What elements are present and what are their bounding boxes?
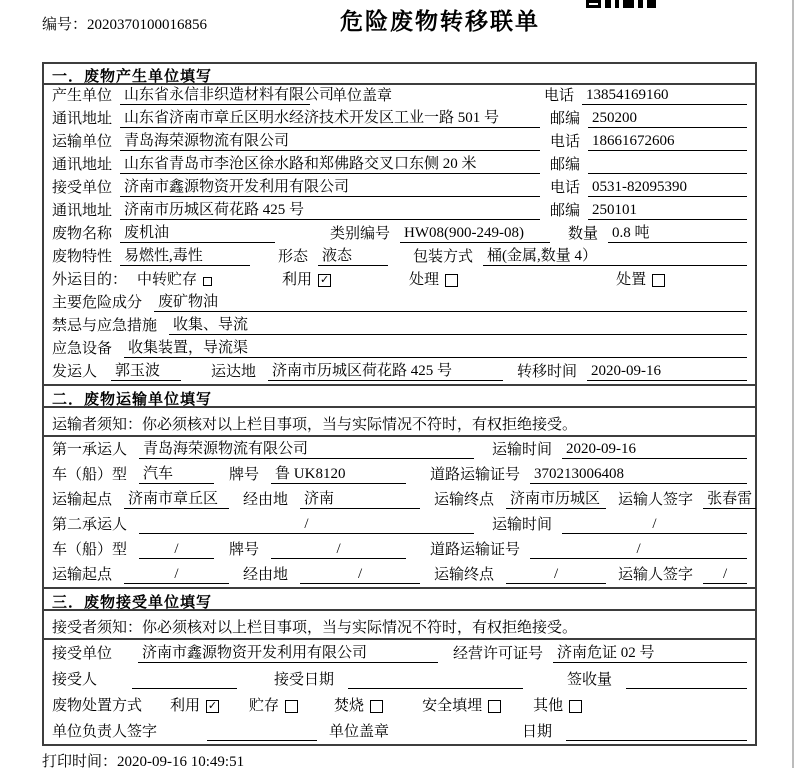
- manifest-form-table: [42, 62, 757, 746]
- field-label: 处理: [409, 272, 440, 288]
- field-value: 2020-09-16: [587, 363, 747, 381]
- field-value: 收集、导流: [169, 313, 747, 335]
- form-row: [44, 200, 755, 223]
- field-value: /: [530, 541, 747, 559]
- field-value: 青岛海荣源物流有限公司: [120, 129, 540, 151]
- field-value: 山东省永信非织造材料有限公司: [120, 83, 310, 105]
- form-row: [44, 462, 755, 487]
- form-row: [44, 292, 755, 315]
- field-label: 运输终点: [434, 567, 495, 583]
- field-label: 通讯地址: [52, 111, 113, 127]
- field-value: /: [562, 516, 747, 534]
- field-value: 济南市章丘区: [124, 487, 229, 509]
- form-row: [44, 177, 755, 200]
- form-row: [44, 269, 755, 292]
- field-label: 运输人签字: [618, 492, 694, 508]
- field-value: [588, 156, 747, 174]
- field-label: 形态: [278, 249, 309, 265]
- qr-block: [586, 0, 601, 8]
- field-label: 日期: [522, 724, 553, 740]
- field-value: /: [139, 516, 474, 534]
- serial-number: 2020370100016856: [87, 17, 208, 33]
- field-label: 利用: [170, 698, 201, 714]
- form-row: [44, 537, 755, 562]
- section-notice: 接受者须知：你必须核对以上栏目事项，当与实际情况不符时，有权拒绝接受。: [44, 611, 755, 640]
- form-row: [44, 361, 755, 384]
- field-value: 鲁 UK8120: [271, 462, 406, 484]
- field-value: HW08(900-249-08): [400, 225, 550, 243]
- qr-block: [605, 0, 611, 8]
- field-value: 张春雷: [703, 487, 756, 509]
- field-label: 单位盖章: [332, 88, 393, 104]
- field-value: 郭玉波: [111, 359, 181, 381]
- field-value: 济南市鑫源物资开发利用有限公司: [120, 175, 540, 197]
- page-edge-divider: [792, 0, 794, 768]
- field-label: 安全填埋: [422, 698, 483, 714]
- form-row: [44, 223, 755, 246]
- field-value: [207, 723, 317, 741]
- field-value: 370213006408: [530, 466, 747, 484]
- field-label: 单位盖章: [329, 724, 390, 740]
- section-notice: 运输者须知：你必须核对以上栏目事项，当与实际情况不符时，有权拒绝接受。: [44, 408, 755, 437]
- field-label: 数量: [568, 226, 599, 242]
- field-label: 废物名称: [52, 226, 113, 242]
- field-value: [566, 723, 747, 741]
- field-label: 车（船）型: [52, 542, 128, 558]
- form-row: [44, 562, 755, 587]
- field-value: 青岛海荣源物流有限公司: [139, 437, 474, 459]
- checkbox-checked-icon: ✓: [319, 273, 330, 286]
- field-label: 邮编: [550, 111, 581, 127]
- field-label: 处置: [616, 272, 647, 288]
- form-row: [44, 131, 755, 154]
- field-label: 运输时间: [492, 517, 553, 533]
- field-value: 易燃性,毒性: [120, 244, 250, 266]
- field-value: /: [139, 541, 214, 559]
- field-label: 第二承运人: [52, 517, 128, 533]
- field-value: [626, 671, 747, 689]
- field-value: /: [271, 541, 406, 559]
- field-label: 其他: [533, 698, 564, 714]
- field-label: 电话: [544, 88, 575, 104]
- field-value: 250101: [588, 202, 747, 220]
- field-value: 济南: [300, 487, 420, 509]
- field-value: 山东省青岛市李沧区徐水路和郑佛路交叉口东侧 20 米: [120, 152, 540, 174]
- field-value: 济南市鑫源物资开发利用有限公司: [138, 641, 438, 663]
- qr-block: [638, 0, 643, 8]
- field-value: 济南市历城区荷花路 425 号: [120, 198, 540, 220]
- form-row: [44, 487, 755, 512]
- field-label: 禁忌与应急措施: [52, 318, 158, 334]
- field-label: 运输时间: [492, 442, 553, 458]
- field-label: 邮编: [550, 157, 581, 173]
- field-label: 签收量: [567, 672, 613, 688]
- print-time-label: 打印时间：: [42, 754, 118, 770]
- section-heading: 二．废物运输单位填写: [44, 384, 755, 408]
- field-label: 运输起点: [52, 492, 113, 508]
- checkbox-icon: [569, 700, 582, 713]
- field-label: 主要危险成分: [52, 295, 143, 311]
- form-row: [44, 85, 755, 108]
- field-value: /: [300, 566, 420, 584]
- print-time-value: 2020-09-16 10:49:51: [117, 754, 245, 770]
- checkbox-icon: [652, 274, 665, 287]
- field-label: 外运目的：: [52, 272, 128, 288]
- field-label: 车（船）型: [52, 467, 128, 483]
- form-row: [44, 718, 755, 744]
- field-label: 经营许可证号: [453, 646, 544, 662]
- field-value: [348, 671, 523, 689]
- field-value: 收集装置，导流渠: [124, 336, 747, 358]
- field-label: 利用: [282, 272, 313, 288]
- field-value: [132, 671, 237, 689]
- field-label: 通讯地址: [52, 203, 113, 219]
- field-label: 第一承运人: [52, 442, 128, 458]
- field-label: 经由地: [243, 492, 289, 508]
- field-label: 焚烧: [334, 698, 365, 714]
- field-label: 电话: [550, 180, 581, 196]
- field-value: /: [506, 566, 606, 584]
- field-label: 废物处置方式: [52, 698, 143, 714]
- form-row: [44, 692, 755, 718]
- field-label: 道路运输证号: [430, 467, 521, 483]
- form-row: [44, 246, 755, 269]
- form-row: [44, 154, 755, 177]
- qr-block: [623, 0, 634, 8]
- field-label: 贮存: [249, 698, 280, 714]
- checkbox-icon: [445, 274, 458, 287]
- field-label: 应急设备: [52, 341, 113, 357]
- field-value: 废矿物油: [154, 290, 747, 312]
- qr-block: [615, 0, 619, 8]
- form-row: [44, 437, 755, 462]
- field-label: 运输终点: [434, 492, 495, 508]
- field-label: 接受单位: [52, 646, 113, 662]
- field-label: 中转贮存: [137, 272, 198, 288]
- form-row: [44, 666, 755, 692]
- field-value: /: [124, 566, 229, 584]
- field-label: 通讯地址: [52, 157, 113, 173]
- field-label: 接受日期: [274, 672, 335, 688]
- field-label: 包装方式: [413, 249, 474, 265]
- field-value: 废机油: [120, 221, 275, 243]
- checkbox-icon: [285, 700, 298, 713]
- field-label: 废物特性: [52, 249, 113, 265]
- field-value: 汽车: [139, 462, 214, 484]
- field-value: 济南市历城区荷花路 425 号: [268, 359, 503, 381]
- field-label: 接受单位: [52, 180, 113, 196]
- field-label: 电话: [550, 134, 581, 150]
- field-label: 牌号: [229, 467, 260, 483]
- checkbox-icon: [203, 277, 212, 286]
- checkbox-checked-icon: ✓: [207, 699, 218, 712]
- field-value: 济南危证 02 号: [553, 641, 747, 663]
- field-value: 济南市历城区: [506, 487, 606, 509]
- field-value: 液态: [318, 244, 388, 266]
- field-label: 运输单位: [52, 134, 113, 150]
- serial-label: 编号：: [42, 17, 88, 33]
- field-value: 250200: [588, 110, 747, 128]
- field-value: 13854169160: [582, 87, 747, 105]
- field-label: 发运人: [52, 364, 98, 380]
- field-value: 18661672606: [588, 133, 747, 151]
- field-label: 经由地: [243, 567, 289, 583]
- form-row: [44, 512, 755, 537]
- page-title: 危险废物转移联单: [340, 9, 540, 34]
- field-value: 0.8 吨: [608, 221, 747, 243]
- checkbox-icon: [370, 700, 383, 713]
- form-row: [44, 108, 755, 131]
- section-heading: 一．废物产生单位填写: [44, 64, 755, 85]
- section-heading: 三．废物接受单位填写: [44, 587, 755, 611]
- field-label: 运输人签字: [618, 567, 694, 583]
- field-value: /: [703, 566, 747, 584]
- field-value: 0531-82095390: [588, 179, 747, 197]
- qr-block: [647, 0, 656, 8]
- field-label: 运输起点: [52, 567, 113, 583]
- field-label: 单位负责人签字: [52, 724, 158, 740]
- field-label: 运达地: [211, 364, 257, 380]
- form-row: [44, 338, 755, 361]
- field-label: 邮编: [550, 203, 581, 219]
- field-label: 接受人: [52, 672, 98, 688]
- field-value: 桶(金属,数量 4）: [483, 244, 747, 266]
- field-value: 2020-09-16: [562, 441, 747, 459]
- field-value: 山东省济南市章丘区明水经济技术开发区工业一路 501 号: [120, 106, 540, 128]
- checkbox-icon: [488, 700, 501, 713]
- form-row: [44, 640, 755, 666]
- form-row: [44, 315, 755, 338]
- field-label: 类别编号: [330, 226, 391, 242]
- field-label: 牌号: [229, 542, 260, 558]
- field-label: 道路运输证号: [430, 542, 521, 558]
- field-label: 转移时间: [517, 364, 578, 380]
- qr-code-fragment: [586, 0, 660, 8]
- field-label: 产生单位: [52, 88, 113, 104]
